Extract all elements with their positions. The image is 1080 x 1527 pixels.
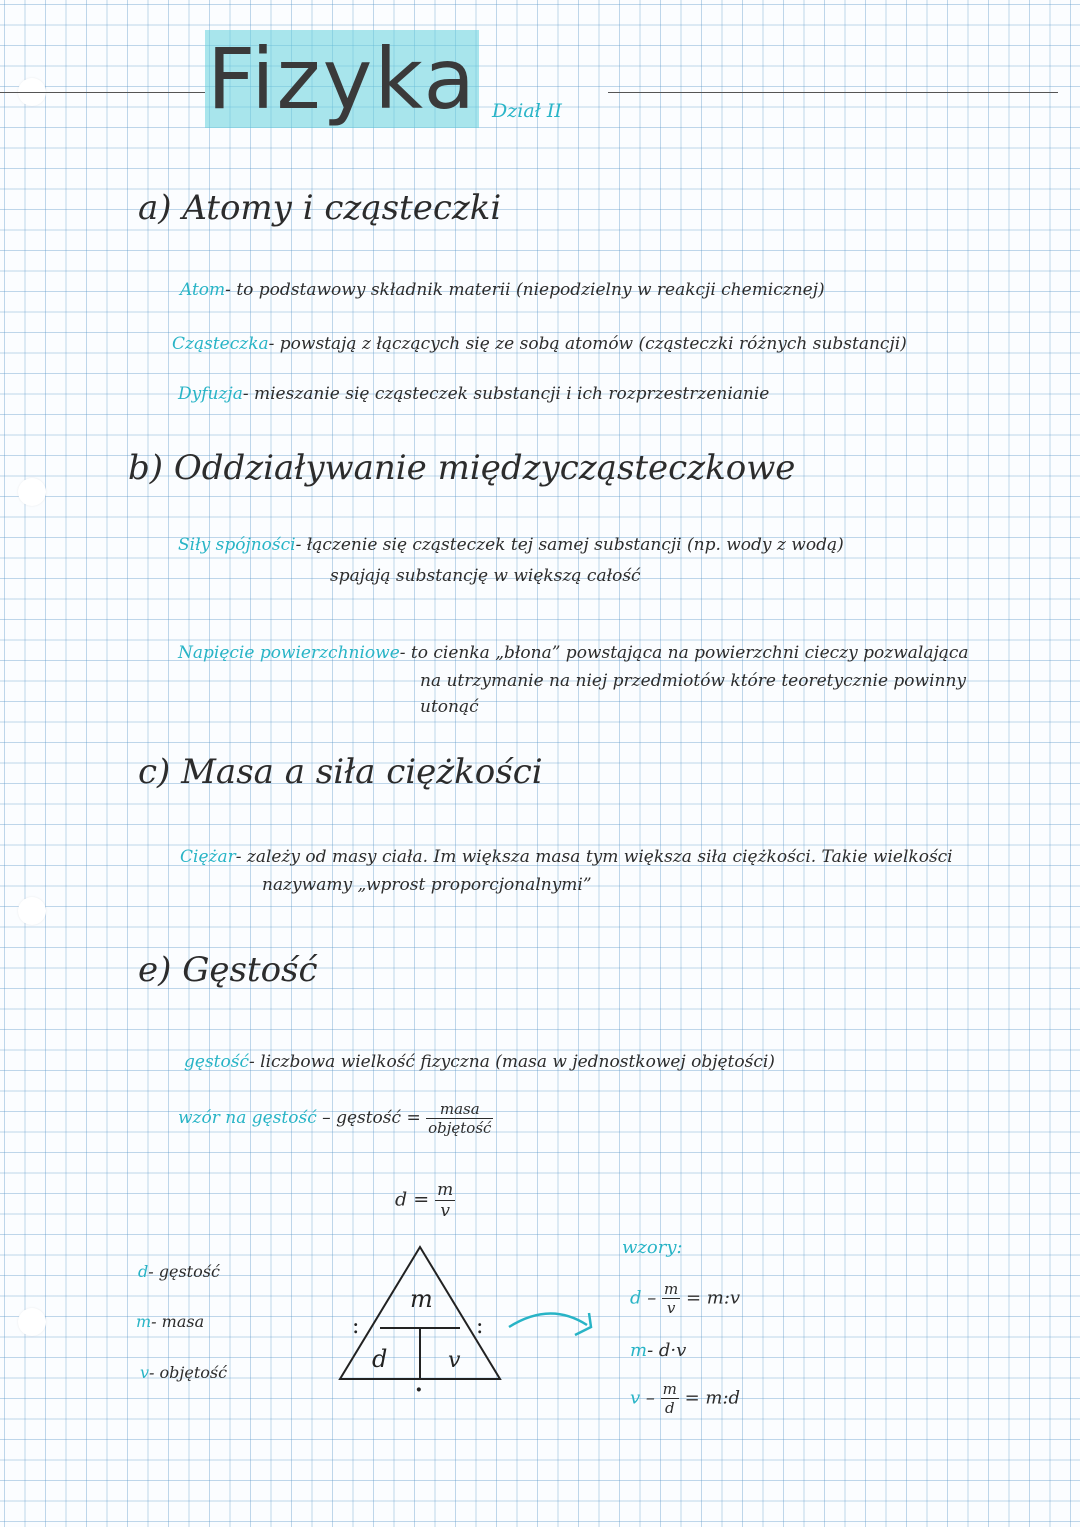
formulas-title: wzory:	[622, 1237, 683, 1258]
legend-item-v: v- objętość	[140, 1363, 228, 1382]
formula-v: v – $\frac{m}{d}$ = m:d	[630, 1380, 741, 1417]
definition-sily-spojnosci-cont: spajają substancję w większą całość	[330, 566, 641, 586]
triangle-label-d: d	[372, 1345, 388, 1373]
definition-napiecie: Napięcie powierzchniowe- to cienka „błona” powstająca na powierzchni cieczy pozwalająca	[178, 643, 969, 663]
triangle-op-left: :	[352, 1314, 360, 1339]
definition-ciezar-cont: nazywamy „wprost proporcjonalnymi”	[262, 875, 592, 895]
section-c-heading: c) Masa a siła ciężkości	[138, 752, 543, 792]
curved-arrow-icon	[505, 1305, 605, 1345]
fraction: $\frac{m}{d}$	[662, 1380, 677, 1417]
definition-sily-spojnosci: Siły spójności- łączenie się cząsteczek tej samej substancji (np. wody z wodą)	[178, 535, 844, 555]
density-formula-symbols: d = $\frac{m}{v}$	[395, 1180, 454, 1221]
definition-czasteczka: Cząsteczka- powstają z łączących się ze sobą atomów (cząsteczki różnych substancji)	[172, 334, 907, 354]
triangle-op-right: :	[476, 1314, 484, 1339]
fraction: $\frac{m}{v}$	[663, 1280, 679, 1317]
page-subtitle: Dział II	[492, 100, 562, 122]
legend-item-m: m- masa	[136, 1312, 205, 1331]
definition-atom: Atom- to podstawowy składnik materii (niepodzielny w reakcji chemicznej)	[180, 280, 825, 300]
definition-napiecie-cont: na utrzymanie na niej przedmiotów które teoretycznie powinny	[420, 671, 967, 691]
page-title: Fizyka	[207, 30, 477, 128]
fraction: $\frac{m}{v}$	[437, 1180, 454, 1221]
section-e-heading: e) Gęstość	[138, 950, 318, 990]
definition-dyfuzja: Dyfuzja- mieszanie się cząsteczek substancji i ich rozprzestrzenianie	[178, 384, 770, 404]
density-triangle-diagram	[330, 1235, 530, 1415]
definition-ciezar: Ciężar- zależy od masy ciała. Im większa masa tym większa siła ciężkości. Takie wielkości	[180, 847, 953, 867]
triangle-label-v: v	[448, 1348, 461, 1373]
binder-hole	[18, 478, 46, 506]
legend-item-d: d- gęstość	[138, 1262, 220, 1281]
header-rule-right	[608, 92, 1058, 93]
definition-gestosc: gęstość- liczbowa wielkość fizyczna (masa w jednostkowej objętości)	[184, 1052, 775, 1072]
formula-d: d – $\frac{m}{v}$ = m:v	[630, 1280, 741, 1317]
header-rule-left	[0, 92, 205, 93]
section-b-heading: b) Oddziaływanie międzycząsteczkowe	[128, 448, 796, 488]
triangle-label-m: m	[410, 1285, 433, 1313]
triangle-op-bottom: ·	[415, 1377, 423, 1403]
definition-napiecie-cont2: utonąć	[420, 697, 479, 717]
fraction: $\frac{\text{masa}}{\text{objętość}}$	[428, 1100, 492, 1137]
binder-hole	[18, 897, 46, 925]
formula-m: m- d·v	[630, 1340, 687, 1361]
section-a-heading: a) Atomy i cząsteczki	[138, 188, 502, 228]
density-formula-words: wzór na gęstość – gęstość = $\frac{\text{masa}}{\text{objętość}}$	[178, 1100, 492, 1137]
binder-hole	[18, 1308, 46, 1336]
